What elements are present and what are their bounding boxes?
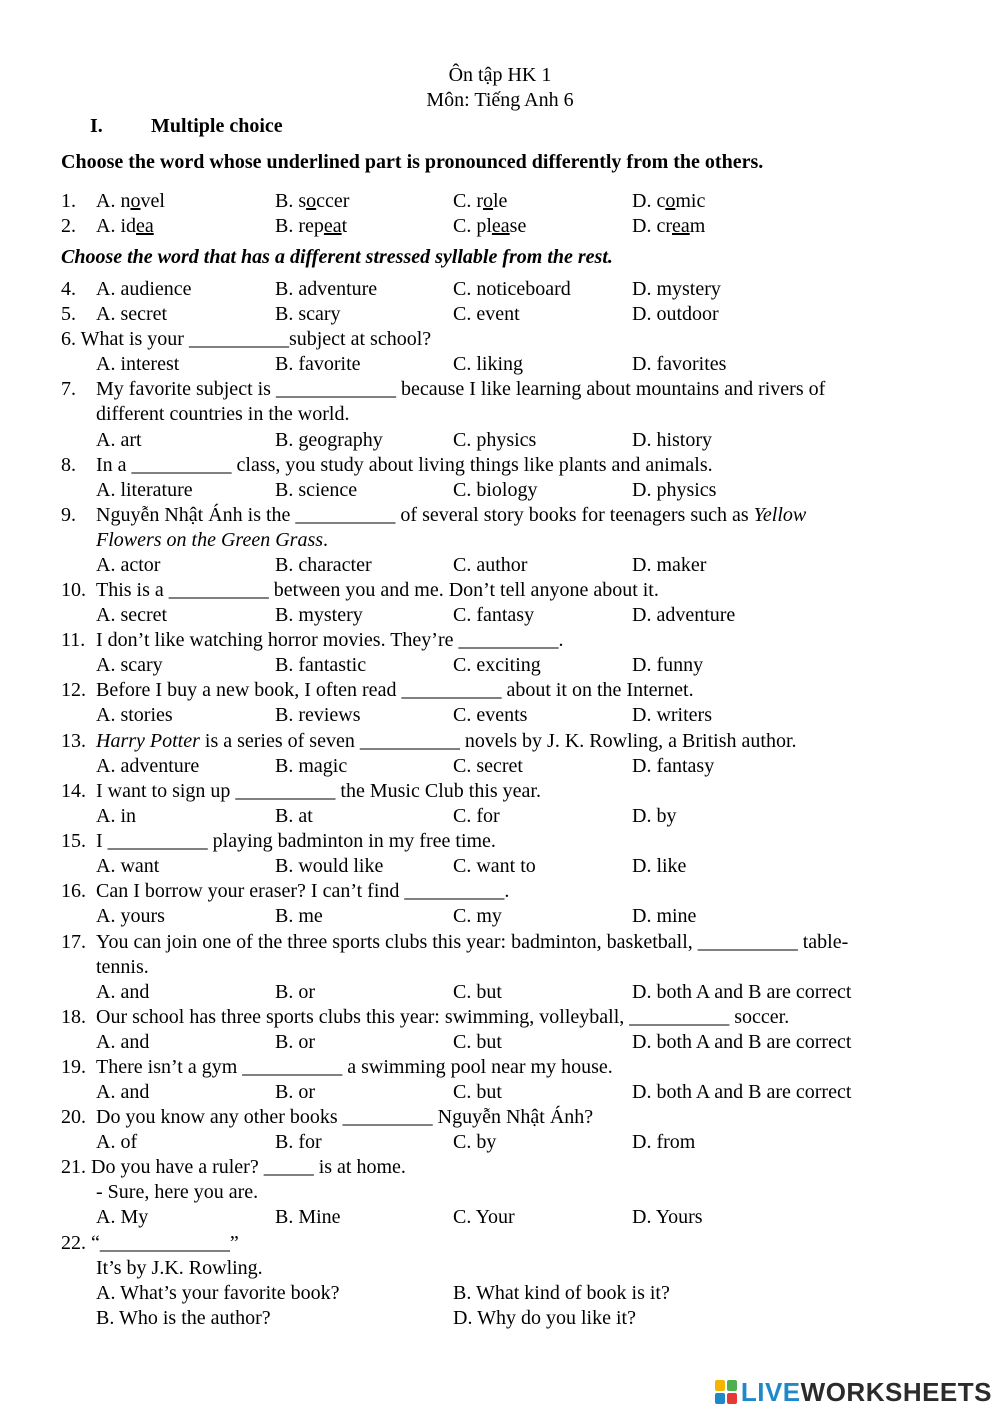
q12-option-c[interactable]: C. events — [453, 704, 528, 726]
q16-stem: Can I borrow your eraser? I can’t find __________. — [96, 880, 510, 902]
question-number: 15. — [61, 830, 86, 852]
doc-subtitle: Môn: Tiếng Anh 6 — [426, 89, 574, 111]
q11-option-d[interactable]: D. funny — [632, 654, 704, 676]
q9-stem: Nguyễn Nhật Ánh is the __________ of several story books for teenagers such as Yellow — [96, 504, 807, 526]
logo-square — [715, 1393, 725, 1404]
question-number: 18. — [61, 1006, 86, 1028]
q21-stem-line2: - Sure, here you are. — [96, 1181, 259, 1203]
q1-option-a[interactable]: A. novel — [96, 190, 165, 212]
q20-stem: Do you know any other books _________ Nguyễn Nhật Ánh? — [96, 1106, 594, 1128]
q17-option-c[interactable]: C. but — [453, 981, 502, 1003]
q2-option-c[interactable]: C. please — [453, 215, 527, 237]
q10-option-c[interactable]: C. fantasy — [453, 604, 535, 626]
q22-option-d[interactable]: D. Why do you like it? — [453, 1307, 636, 1329]
q2-option-b[interactable]: B. repeat — [275, 215, 348, 237]
q18-option-c[interactable]: C. but — [453, 1031, 502, 1053]
q1-option-c[interactable]: C. role — [453, 190, 508, 212]
q9-option-b[interactable]: B. character — [275, 554, 372, 576]
q2-option-d[interactable]: D. cream — [632, 215, 706, 237]
section-title: Multiple choice — [151, 115, 283, 137]
q14-option-b[interactable]: B. at — [275, 805, 313, 827]
q18-stem: Our school has three sports clubs this year: swimming, volleyball, __________ soccer. — [96, 1006, 790, 1028]
q7-option-a[interactable]: A. art — [96, 429, 142, 451]
q11-stem: I don’t like watching horror movies. They’re __________. — [96, 629, 564, 651]
q19-option-c[interactable]: C. but — [453, 1081, 502, 1103]
q21-option-c[interactable]: C. Your — [453, 1206, 515, 1228]
q15-option-c[interactable]: C. want to — [453, 855, 536, 877]
q4-option-c[interactable]: C. noticeboard — [453, 278, 571, 300]
q19-option-a[interactable]: A. and — [96, 1081, 150, 1103]
q11-option-a[interactable]: A. scary — [96, 654, 163, 676]
q15-option-a[interactable]: A. want — [96, 855, 160, 877]
q17-option-a[interactable]: A. and — [96, 981, 150, 1003]
q17-stem: You can join one of the three sports clubs this year: badminton, basketball, __________ table- — [96, 931, 849, 953]
logo-mark-icon — [715, 1380, 737, 1404]
q6-option-c[interactable]: C. liking — [453, 353, 524, 375]
q19-option-b[interactable]: B. or — [275, 1081, 315, 1103]
logo-square — [727, 1393, 737, 1404]
q13-stem: Harry Potter is a series of seven __________ novels by J. K. Rowling, a British author. — [96, 730, 797, 752]
q4-option-d[interactable]: D. mystery — [632, 278, 721, 300]
question-number: 11. — [61, 629, 86, 651]
q16-option-d[interactable]: D. mine — [632, 905, 697, 927]
q10-option-b[interactable]: B. mystery — [275, 604, 363, 626]
q20-option-a[interactable]: A. of — [96, 1131, 138, 1153]
question-number: 19. — [61, 1056, 86, 1078]
logo-square — [727, 1380, 737, 1391]
question-number: 7. — [61, 378, 76, 400]
q9-option-d[interactable]: D. maker — [632, 554, 707, 576]
q8-option-b[interactable]: B. science — [275, 479, 358, 501]
q19-stem: There isn’t a gym __________ a swimming pool near my house. — [96, 1056, 613, 1078]
q6-option-b[interactable]: B. favorite — [275, 353, 361, 375]
question-number: 9. — [61, 504, 76, 526]
q8-stem: In a __________ class, you study about living things like plants and animals. — [96, 454, 713, 476]
q7-option-d[interactable]: D. history — [632, 429, 712, 451]
q12-option-b[interactable]: B. reviews — [275, 704, 361, 726]
q20-option-b[interactable]: B. for — [275, 1131, 322, 1153]
q13-option-a[interactable]: A. adventure — [96, 755, 200, 777]
q15-option-d[interactable]: D. like — [632, 855, 687, 877]
q4-option-b[interactable]: B. adventure — [275, 278, 378, 300]
instruction-stress: Choose the word that has a different stressed syllable from the rest. — [61, 246, 613, 268]
q17-stem-line2: tennis. — [96, 956, 149, 978]
q5-option-c[interactable]: C. event — [453, 303, 520, 325]
q20-option-c[interactable]: C. by — [453, 1131, 497, 1153]
question-number: 2. — [61, 215, 76, 237]
q5-option-d[interactable]: D. outdoor — [632, 303, 719, 325]
q11-option-b[interactable]: B. fantastic — [275, 654, 367, 676]
q15-stem: I __________ playing badminton in my free time. — [96, 830, 496, 852]
q19-option-d[interactable]: D. both A and B are correct — [632, 1081, 852, 1103]
q10-stem: This is a __________ between you and me. Don’t tell anyone about it. — [96, 579, 659, 601]
q9-option-c[interactable]: C. author — [453, 554, 528, 576]
question-number: 16. — [61, 880, 86, 902]
q21-option-b[interactable]: B. Mine — [275, 1206, 341, 1228]
q6-option-a[interactable]: A. interest — [96, 353, 180, 375]
logo-square — [715, 1380, 725, 1391]
q14-option-d[interactable]: D. by — [632, 805, 677, 827]
question-number: 8. — [61, 454, 76, 476]
q14-stem: I want to sign up __________ the Music Club this year. — [96, 780, 541, 802]
q7-option-c[interactable]: C. physics — [453, 429, 537, 451]
q17-option-b[interactable]: B. or — [275, 981, 315, 1003]
q21-stem: 21. Do you have a ruler? _____ is at home. — [61, 1156, 406, 1178]
q7-stem: My favorite subject is ____________ because I like learning about mountains and rivers of — [96, 378, 826, 400]
q6-stem: 6. What is your __________subject at school? — [61, 328, 432, 350]
q9-stem-line2: Flowers on the Green Grass. — [96, 529, 329, 551]
question-number: 5. — [61, 303, 76, 325]
instruction-pronunciation: Choose the word whose underlined part is pronounced differently from the others. — [61, 151, 764, 173]
q17-option-d[interactable]: D. both A and B are correct — [632, 981, 852, 1003]
section-number: I. — [90, 115, 103, 137]
q8-option-c[interactable]: C. biology — [453, 479, 538, 501]
q16-option-a[interactable]: A. yours — [96, 905, 165, 927]
q6-option-d[interactable]: D. favorites — [632, 353, 727, 375]
q21-option-d[interactable]: D. Yours — [632, 1206, 703, 1228]
doc-title: Ôn tập HK 1 — [448, 64, 552, 86]
q5-option-a[interactable]: A. secret — [96, 303, 168, 325]
q7-stem-line2: different countries in the world. — [96, 403, 350, 425]
q18-option-a[interactable]: A. and — [96, 1031, 150, 1053]
q13-option-c[interactable]: C. secret — [453, 755, 523, 777]
q16-option-c[interactable]: C. my — [453, 905, 502, 927]
logo-text: LIVEWORKSHEETS — [740, 1376, 992, 1407]
q9-option-a[interactable]: A. actor — [96, 554, 161, 576]
question-number: 12. — [61, 679, 86, 701]
q22-stem: 22. “_____________” — [61, 1232, 239, 1254]
q1-option-b[interactable]: B. soccer — [275, 190, 350, 212]
question-number: 1. — [61, 190, 76, 212]
q18-option-d[interactable]: D. both A and B are correct — [632, 1031, 852, 1053]
q5-option-b[interactable]: B. scary — [275, 303, 341, 325]
question-number: 4. — [61, 278, 76, 300]
q13-option-d[interactable]: D. fantasy — [632, 755, 715, 777]
q12-option-d[interactable]: D. writers — [632, 704, 712, 726]
q10-option-d[interactable]: D. adventure — [632, 604, 736, 626]
q2-option-a[interactable]: A. idea — [96, 215, 154, 237]
q8-option-d[interactable]: D. physics — [632, 479, 717, 501]
q22-option-a[interactable]: A. What’s your favorite book? — [96, 1282, 340, 1304]
q12-option-a[interactable]: A. stories — [96, 704, 173, 726]
q22-stem-line2: It’s by J.K. Rowling. — [96, 1257, 263, 1279]
q10-option-a[interactable]: A. secret — [96, 604, 168, 626]
q18-option-b[interactable]: B. or — [275, 1031, 315, 1053]
question-number: 13. — [61, 730, 86, 752]
liveworksheets-logo[interactable] — [715, 1377, 992, 1407]
q22-option-c[interactable]: B. Who is the author? — [96, 1307, 271, 1329]
question-number: 20. — [61, 1106, 86, 1128]
q12-stem: Before I buy a new book, I often read __________ about it on the Internet. — [96, 679, 694, 701]
question-number: 17. — [61, 931, 86, 953]
q13-option-b[interactable]: B. magic — [275, 755, 348, 777]
q16-option-b[interactable]: B. me — [275, 905, 323, 927]
q14-option-a[interactable]: A. in — [96, 805, 136, 827]
q15-option-b[interactable]: B. would like — [275, 855, 384, 877]
question-number: 14. — [61, 780, 86, 802]
q4-option-a[interactable]: A. audience — [96, 278, 192, 300]
q21-option-a[interactable]: A. My — [96, 1206, 149, 1228]
q11-option-c[interactable]: C. exciting — [453, 654, 541, 676]
q8-option-a[interactable]: A. literature — [96, 479, 193, 501]
q7-option-b[interactable]: B. geography — [275, 429, 383, 451]
q20-option-d[interactable]: D. from — [632, 1131, 696, 1153]
q14-option-c[interactable]: C. for — [453, 805, 500, 827]
q22-option-b[interactable]: B. What kind of book is it? — [453, 1282, 670, 1304]
question-number: 10. — [61, 579, 86, 601]
q1-option-d[interactable]: D. comic — [632, 190, 706, 212]
